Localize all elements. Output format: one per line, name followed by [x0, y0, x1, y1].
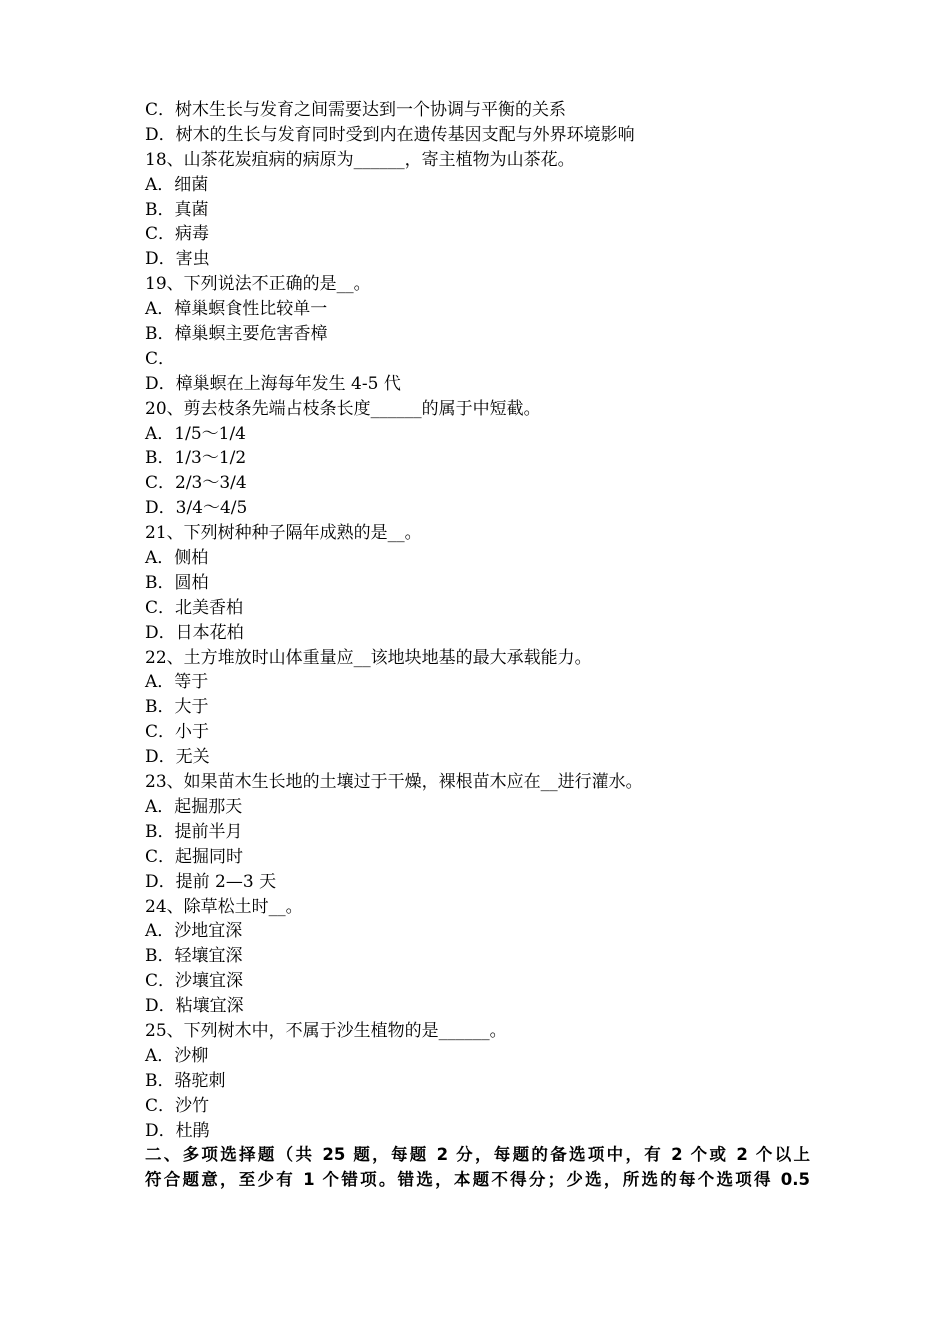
option-line: D．日本花柏: [145, 622, 244, 643]
option-line: D．树木的生长与发育同时受到内在遗传基因支配与外界环境影响: [145, 124, 635, 145]
option-line: C．树木生长与发育之间需要达到一个协调与平衡的关系: [145, 100, 567, 120]
question-line: 25、下列树木中，不属于沙生植物的是______。: [145, 1020, 507, 1041]
option-line: B．骆驼刺: [145, 1070, 226, 1091]
option-line: C．沙竹: [145, 1095, 210, 1116]
option-line: C．沙壤宜深: [145, 971, 244, 992]
option-line: B．圆柏: [145, 572, 209, 593]
question-list: [145, 98, 810, 1193]
option-line: A．1/5～1/4: [145, 423, 246, 444]
option-line: D．提前 2—3 天: [145, 871, 277, 892]
question-line: 18、山茶花炭疽病的病原为______，寄主植物为山茶花。: [145, 149, 575, 170]
section-heading: [145, 1143, 810, 1193]
option-line: D．无关: [145, 747, 210, 768]
question-line: 20、剪去枝条先端占枝条长度______的属于中短截。: [145, 398, 541, 419]
option-line: A．细菌: [145, 174, 209, 195]
option-line: A．沙地宜深: [145, 921, 243, 942]
option-line: B．轻壤宜深: [145, 946, 243, 967]
option-line: B．大于: [145, 697, 209, 718]
section-heading-line: 符合题意，至少有 1 个错项。错选，本题不得分；少选，所选的每个选项得 0.5: [145, 1170, 810, 1190]
question-line: 23、如果苗木生长地的土壤过于干燥，裸根苗木应在__进行灌水。: [145, 772, 643, 793]
option-line: B．1/3～1/2: [145, 448, 247, 469]
section-heading-line: 二、多项选择题（共 25 题，每题 2 分，每题的备选项中，有 2 个或 2 个以上: [145, 1145, 810, 1165]
option-line: C．起掘同时: [145, 846, 244, 867]
question-line: 24、除草松土时__。: [145, 896, 303, 917]
option-line: A．起掘那天: [145, 796, 243, 817]
option-line: C．病毒: [145, 224, 210, 245]
option-line: C．小于: [145, 722, 210, 743]
option-line: D．杜鹃: [145, 1120, 210, 1141]
option-line: B．樟巢螟主要危害香樟: [145, 324, 328, 345]
question-line: 21、下列树种种子隔年成熟的是__。: [145, 523, 422, 544]
option-line: D．害虫: [145, 249, 210, 270]
option-line: C．北美香柏: [145, 597, 244, 618]
option-line: B．提前半月: [145, 821, 243, 842]
question-line: 22、土方堆放时山体重量应__该地块地基的最大承载能力。: [145, 647, 592, 668]
option-line: D．3/4～4/5: [145, 498, 248, 519]
option-line: D．粘壤宜深: [145, 996, 244, 1017]
option-line: B．真菌: [145, 199, 209, 220]
question-line: 19、下列说法不正确的是__。: [145, 274, 371, 295]
option-line: C．2/3～3/4: [145, 473, 247, 494]
option-line: A．等于: [145, 672, 209, 693]
option-line: A．侧柏: [145, 548, 209, 569]
option-line: A．沙柳: [145, 1045, 209, 1066]
option-line: D．樟巢螟在上海每年发生 4-5 代: [145, 373, 401, 394]
option-line: A．樟巢螟食性比较单一: [145, 299, 328, 320]
option-line: C．: [145, 348, 176, 369]
